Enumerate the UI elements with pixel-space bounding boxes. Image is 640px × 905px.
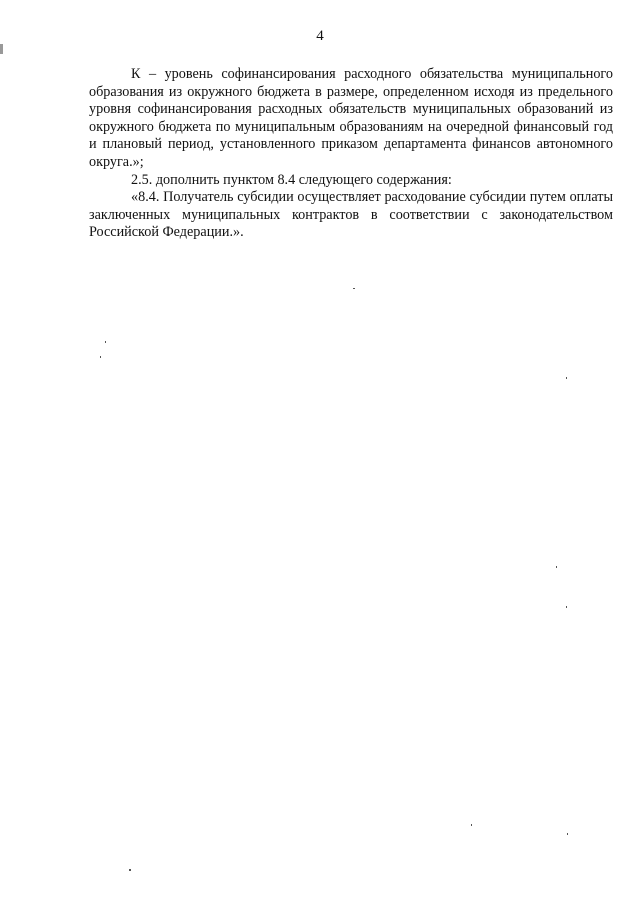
page-number: 4 [316, 28, 324, 44]
paragraph-clause-8-4: «8.4. Получатель субсидии осуществляет расходование субсидии путем оплаты заключенных муниципальных контрактов в соответствии с законодательством Российской Федерации.». [89, 189, 613, 241]
scan-speck [566, 606, 567, 608]
scan-speck [471, 824, 472, 826]
scan-speck [556, 566, 557, 568]
paragraph-coefficient-k-definition: К – уровень софинансирования расходного обязательства муниципального образования из окружного бюджета в размере, определенном исходя из предельного уровня софинансирования расходных обязательств муниципальных образований из окружного бюджета по муниципальным образованиям на очередной финансовый год и плановый период, установленного приказом департамента финансов автономного округа.»; [89, 66, 613, 170]
scan-speck [129, 869, 131, 871]
document-body [89, 66, 613, 242]
paragraph-amendment-2-5: 2.5. дополнить пунктом 8.4 следующего содержания: [131, 171, 452, 188]
scan-speck [100, 356, 101, 358]
scan-speck [567, 833, 568, 835]
scan-speck [566, 377, 567, 379]
scan-speck [353, 288, 355, 289]
scan-speck [105, 341, 106, 343]
scan-speck [0, 44, 3, 54]
